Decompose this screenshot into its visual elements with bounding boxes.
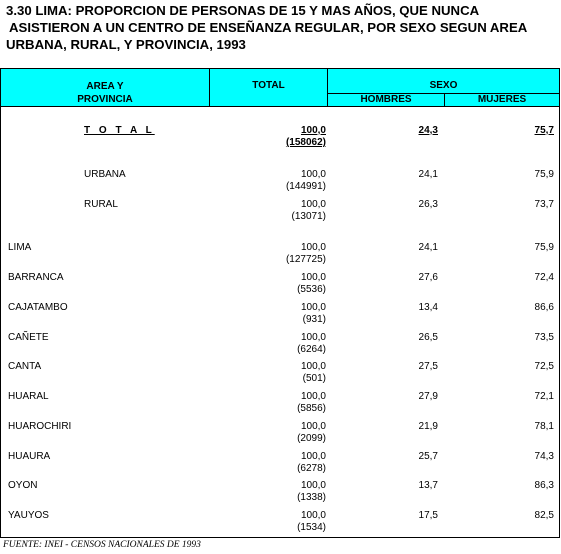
row-count: (501) [302, 373, 326, 384]
row-mujeres: 74,3 [534, 451, 554, 462]
row-label: HUAROCHIRI [8, 421, 72, 432]
header-area-line-2: PROVINCIA [77, 94, 133, 105]
table-title [6, 2, 556, 53]
header-mujeres: MUJERES [477, 94, 527, 105]
row-total: 100,0 [300, 332, 326, 343]
row-label: URBANA [84, 169, 126, 180]
row-label: CAJATAMBO [8, 302, 68, 313]
row-count: (158062) [285, 137, 326, 148]
row-mujeres: 72,1 [534, 391, 554, 402]
row-label: CANTA [8, 361, 42, 372]
row-count: (5856) [297, 403, 326, 414]
row-total: 100,0 [300, 391, 326, 402]
row-total: 100,0 [300, 361, 326, 372]
row-label: BARRANCA [8, 272, 64, 283]
table-header [1, 69, 559, 107]
row-hombres: 27,5 [418, 361, 438, 372]
row-mujeres: 72,4 [534, 272, 554, 283]
row-mujeres: 75,9 [534, 169, 554, 180]
header-sexo: SEXO [429, 80, 458, 91]
row-count: (6278) [297, 463, 326, 474]
row-count: (1338) [297, 492, 326, 503]
row-mujeres: 73,5 [534, 332, 554, 343]
title-line-1: 3.30 LIMA: PROPORCION DE PERSONAS DE 15 Y MAS AÑOS, QUE NUNCA [6, 3, 480, 18]
row-hombres: 24,1 [418, 242, 438, 253]
row-count: (931) [302, 314, 326, 325]
row-mujeres: 73,7 [534, 199, 554, 210]
row-count: (2099) [297, 433, 326, 444]
header-separator [444, 93, 445, 106]
row-mujeres: 75,7 [534, 125, 554, 136]
title-line-3: URBANA, RURAL, Y PROVINCIA, 1993 [6, 37, 246, 52]
row-hombres: 24,1 [418, 169, 438, 180]
row-total: 100,0 [300, 272, 326, 283]
row-total: 100,0 [300, 510, 326, 521]
row-hombres: 27,6 [418, 272, 438, 283]
title-line-2: ASISTIERON A UN CENTRO DE ENSEÑANZA REGULAR, POR SEXO SEGUN AREA [9, 20, 528, 35]
row-mujeres: 78,1 [534, 421, 554, 432]
row-hombres: 21,9 [418, 421, 438, 432]
row-count: (5536) [297, 284, 326, 295]
source-footnote: FUENTE: INEI - CENSOS NACIONALES DE 1993 [3, 540, 201, 550]
row-total: 100,0 [300, 480, 326, 491]
row-hombres: 26,3 [418, 199, 438, 210]
row-mujeres: 72,5 [534, 361, 554, 372]
row-count: (6264) [297, 344, 326, 355]
row-label: HUARAL [8, 391, 49, 402]
row-total: 100,0 [300, 451, 326, 462]
row-total: 100,0 [300, 421, 326, 432]
row-label: T O T A L [84, 125, 155, 136]
header-separator [209, 69, 210, 106]
row-total: 100,0 [300, 242, 326, 253]
row-count: (1534) [297, 522, 326, 533]
row-total: 100,0 [300, 169, 326, 180]
row-count: (13071) [291, 211, 326, 222]
header-total: TOTAL [252, 80, 285, 91]
row-hombres: 24,3 [418, 125, 438, 136]
row-label: CAÑETE [8, 332, 49, 343]
row-hombres: 25,7 [418, 451, 438, 462]
row-total: 100,0 [300, 125, 326, 136]
row-label: RURAL [84, 199, 118, 210]
row-label: LIMA [8, 242, 32, 253]
header-area [1, 80, 209, 106]
row-hombres: 13,7 [418, 480, 438, 491]
row-label: HUAURA [8, 451, 51, 462]
row-hombres: 17,5 [418, 510, 438, 521]
data-table [0, 68, 560, 538]
row-mujeres: 75,9 [534, 242, 554, 253]
row-mujeres: 82,5 [534, 510, 554, 521]
header-separator [327, 69, 328, 106]
row-mujeres: 86,3 [534, 480, 554, 491]
header-area-line-1: AREA Y [86, 81, 124, 92]
row-hombres: 13,4 [418, 302, 438, 313]
row-hombres: 27,9 [418, 391, 438, 402]
row-hombres: 26,5 [418, 332, 438, 343]
row-count: (127725) [285, 254, 326, 265]
row-total: 100,0 [300, 302, 326, 313]
row-count: (144991) [285, 181, 326, 192]
header-hombres: HOMBRES [360, 94, 412, 105]
row-mujeres: 86,6 [534, 302, 554, 313]
row-label: OYON [8, 480, 38, 491]
row-label: YAUYOS [8, 510, 49, 521]
row-total: 100,0 [300, 199, 326, 210]
